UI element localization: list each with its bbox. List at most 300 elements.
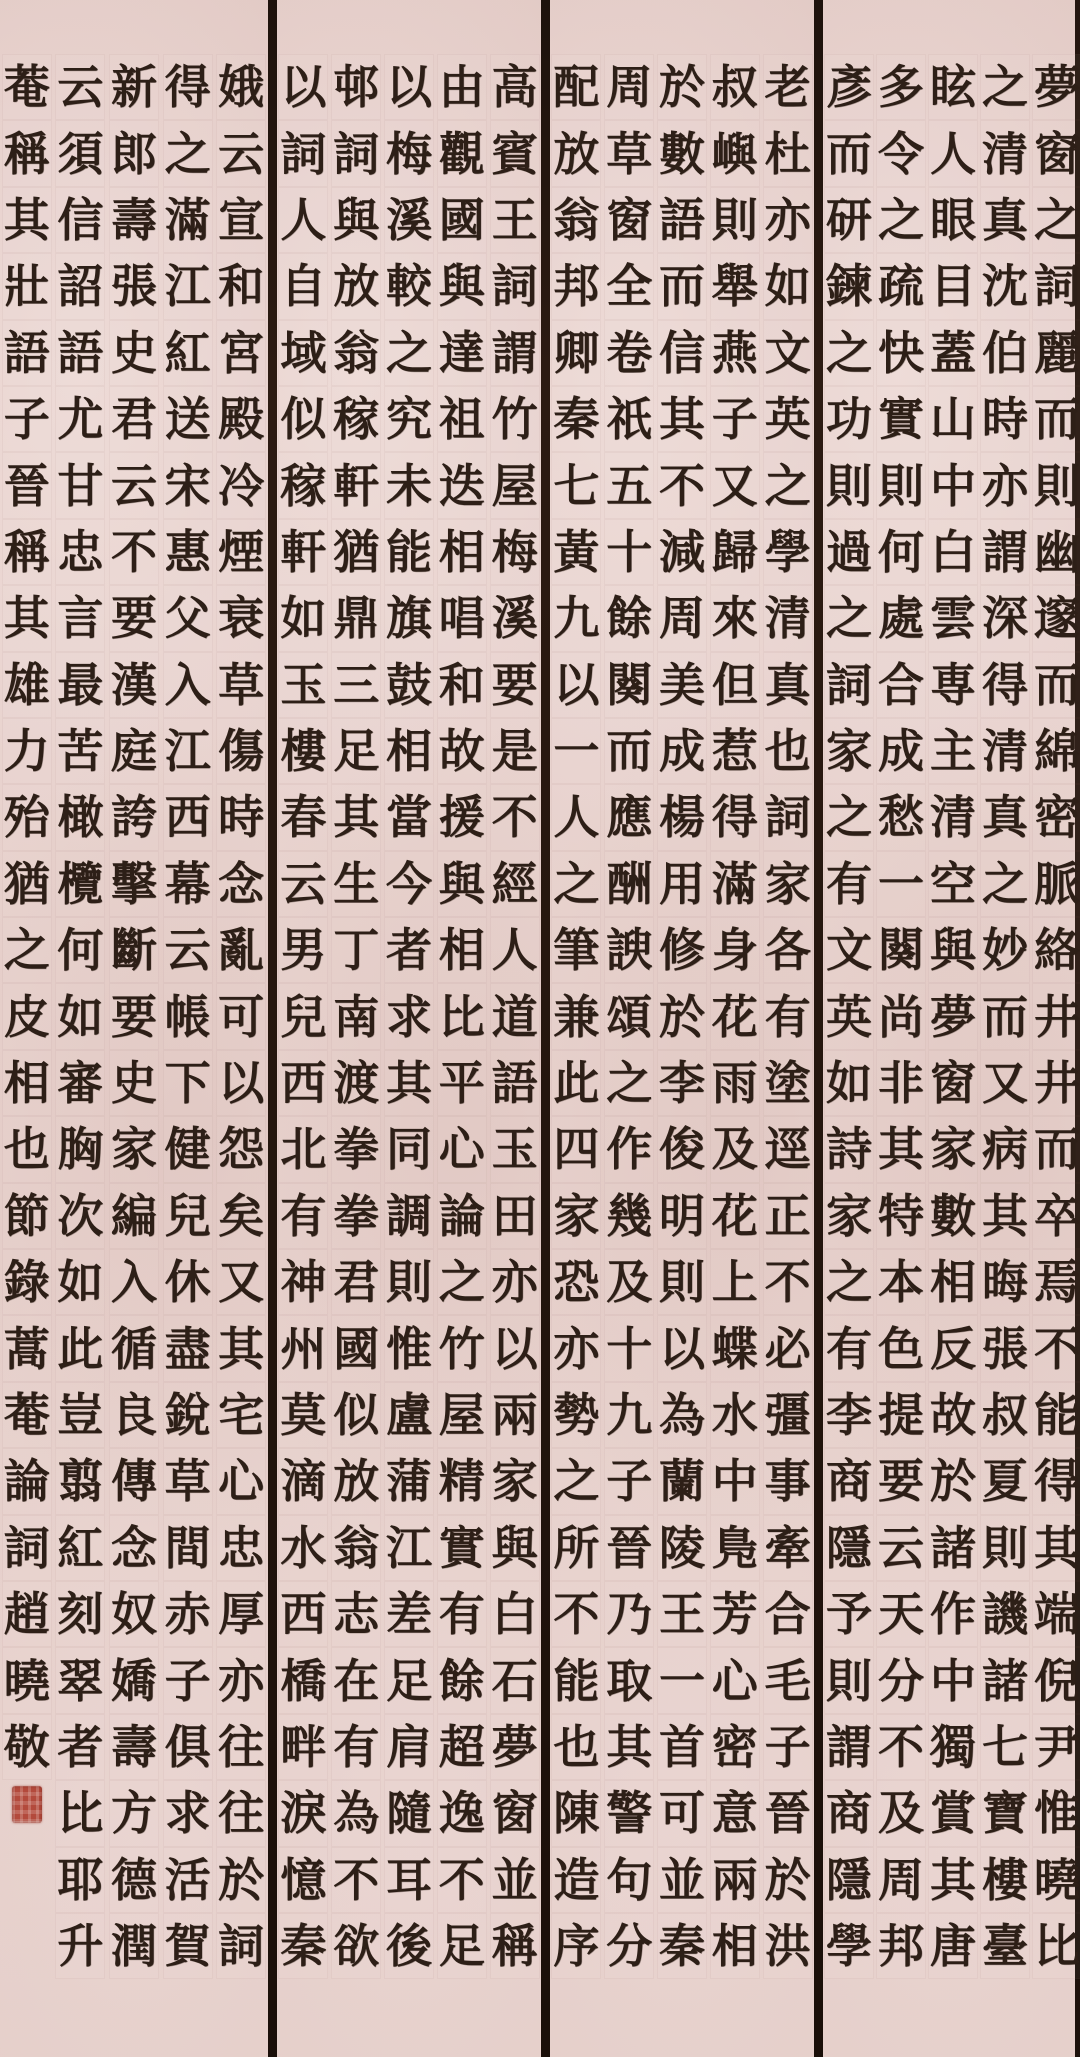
calligraphy-character: 史: [109, 1050, 159, 1116]
calligraphy-character: 橋: [278, 1647, 328, 1713]
calligraphy-character: 肩: [384, 1714, 434, 1780]
calligraphy-character: 山: [928, 386, 978, 452]
calligraphy-character: 妙: [980, 917, 1030, 983]
calligraphy-character: 曉: [1032, 1847, 1080, 1913]
calligraphy-character: 也: [2, 1116, 52, 1182]
calligraphy-character: 以: [216, 1050, 266, 1116]
calligraphy-character: 家: [109, 1116, 159, 1182]
calligraphy-character: 甘: [55, 452, 105, 518]
calligraphy-character: 要: [490, 652, 540, 718]
calligraphy-character: 紅: [55, 1515, 105, 1581]
calligraphy-character: 子: [163, 1647, 213, 1713]
calligraphy-character: 厚: [216, 1581, 266, 1647]
calligraphy-character: 草: [216, 652, 266, 718]
calligraphy-character: 明: [657, 1183, 707, 1249]
calligraphy-character: 翁: [331, 1515, 381, 1581]
calligraphy-character: 祇: [604, 386, 654, 452]
calligraphy-character: 事: [763, 1448, 813, 1514]
calligraphy-character: 夏: [980, 1448, 1030, 1514]
calligraphy-character: 七: [980, 1714, 1030, 1780]
calligraphy-character: 相: [384, 718, 434, 784]
calligraphy-character: 清: [928, 784, 978, 850]
calligraphy-character: 用: [657, 851, 707, 917]
calligraphy-character: 銳: [163, 1382, 213, 1448]
calligraphy-character: 詔: [55, 253, 105, 319]
calligraphy-character: 芳: [710, 1581, 760, 1647]
calligraphy-character: 雲: [928, 585, 978, 651]
calligraphy-character: 審: [55, 1050, 105, 1116]
panel-far-right-column-3: [927, 54, 979, 2057]
calligraphy-character: 郎: [109, 120, 159, 186]
calligraphy-character: 與: [437, 851, 487, 917]
calligraphy-character: 敬: [2, 1714, 52, 1780]
calligraphy-character: 最: [55, 652, 105, 718]
calligraphy-character: 蒲: [384, 1448, 434, 1514]
calligraphy-character: 得: [980, 652, 1030, 718]
calligraphy-character: 壯: [2, 253, 52, 319]
calligraphy-character: 家: [824, 1183, 874, 1249]
calligraphy-character: 放: [551, 120, 601, 186]
calligraphy-character: 綿: [1032, 718, 1080, 784]
calligraphy-character: 實: [437, 1515, 487, 1581]
calligraphy-character: 倪: [1032, 1647, 1080, 1713]
calligraphy-character: 但: [710, 652, 760, 718]
calligraphy-character: 誇: [109, 784, 159, 850]
calligraphy-character: 稼: [331, 386, 381, 452]
calligraphy-character: 正: [763, 1183, 813, 1249]
calligraphy-character: 江: [163, 718, 213, 784]
calligraphy-character: 一: [657, 1647, 707, 1713]
calligraphy-character: 可: [216, 983, 266, 1049]
calligraphy-character: 卿: [551, 320, 601, 386]
calligraphy-character: 耳: [384, 1847, 434, 1913]
calligraphy-character: 與: [331, 187, 381, 253]
calligraphy-character: 信: [657, 320, 707, 386]
calligraphy-character: 心: [437, 1116, 487, 1182]
calligraphy-character: 嶼: [710, 120, 760, 186]
calligraphy-character: 較: [384, 253, 434, 319]
calligraphy-character: 提: [876, 1382, 926, 1448]
calligraphy-character: 深: [980, 585, 1030, 651]
calligraphy-character: 隱: [824, 1515, 874, 1581]
calligraphy-character: 以: [278, 54, 328, 120]
calligraphy-character: 玉: [278, 652, 328, 718]
calligraphy-character: 不: [551, 1581, 601, 1647]
calligraphy-character: 如: [55, 983, 105, 1049]
calligraphy-character: 邃: [1032, 585, 1080, 651]
calligraphy-character: 皮: [2, 983, 52, 1049]
calligraphy-character: 數: [657, 120, 707, 186]
calligraphy-character: 與: [928, 917, 978, 983]
calligraphy-character: 其: [876, 1116, 926, 1182]
panel-mid-left-column-3: [383, 54, 435, 2057]
panel-mid-right-column-1: [762, 54, 814, 2057]
calligraphy-character: 下: [163, 1050, 213, 1116]
panel-far-right-column-4: [875, 54, 927, 2057]
calligraphy-character: 中: [710, 1448, 760, 1514]
calligraphy-character: 之: [604, 1050, 654, 1116]
calligraphy-character: 稱: [2, 519, 52, 585]
calligraphy-character: 史: [109, 320, 159, 386]
calligraphy-character: 神: [278, 1249, 328, 1315]
calligraphy-character: 勢: [551, 1382, 601, 1448]
calligraphy-character: 拳: [331, 1183, 381, 1249]
calligraphy-character: 滿: [710, 851, 760, 917]
calligraphy-character: 詞: [331, 120, 381, 186]
panel-far-right-column-5: [823, 54, 875, 2057]
calligraphy-character: 淚: [278, 1780, 328, 1846]
calligraphy-character: 憶: [278, 1847, 328, 1913]
calligraphy-character: 宋: [163, 452, 213, 518]
calligraphy-character: 之: [437, 1249, 487, 1315]
calligraphy-character: 唐: [928, 1913, 978, 1979]
calligraphy-character: 潤: [109, 1913, 159, 1979]
calligraphy-character: 造: [551, 1847, 601, 1913]
panel-mid-right-column-4: [603, 54, 655, 2057]
calligraphy-character: 屋: [490, 452, 540, 518]
calligraphy-character: 賓: [490, 120, 540, 186]
calligraphy-character: 相: [437, 519, 487, 585]
calligraphy-character: 邨: [331, 54, 381, 120]
calligraphy-character: 於: [657, 54, 707, 120]
calligraphy-character: 俊: [657, 1116, 707, 1182]
calligraphy-character: 過: [824, 519, 874, 585]
calligraphy-character: 張: [109, 253, 159, 319]
calligraphy-character: 李: [657, 1050, 707, 1116]
calligraphy-character: 牽: [763, 1515, 813, 1581]
calligraphy-character: 分: [876, 1647, 926, 1713]
calligraphy-character: 文: [824, 917, 874, 983]
calligraphy-character: 之: [824, 1249, 874, 1315]
calligraphy-character: 竹: [490, 386, 540, 452]
calligraphy-character: 卒: [1032, 1183, 1080, 1249]
calligraphy-character: 人: [928, 120, 978, 186]
calligraphy-character: 如: [278, 585, 328, 651]
calligraphy-character: 調: [384, 1183, 434, 1249]
calligraphy-character: 鍊: [824, 253, 874, 319]
calligraphy-character: 旗: [384, 585, 434, 651]
calligraphy-character: 心: [216, 1448, 266, 1514]
calligraphy-character: 比: [1032, 1913, 1080, 1979]
calligraphy-character: 有: [278, 1183, 328, 1249]
panel-separator: [268, 0, 277, 2057]
calligraphy-character: 自: [278, 253, 328, 319]
calligraphy-character: 道: [490, 983, 540, 1049]
calligraphy-character: 後: [384, 1913, 434, 1979]
calligraphy-character: 節: [2, 1183, 52, 1249]
calligraphy-character: 溪: [384, 187, 434, 253]
calligraphy-character: 隱: [824, 1847, 874, 1913]
calligraphy-character: 並: [657, 1847, 707, 1913]
calligraphy-character: 數: [928, 1183, 978, 1249]
calligraphy-character: 清: [980, 718, 1030, 784]
calligraphy-character: 子: [604, 1448, 654, 1514]
calligraphy-character: 翦: [55, 1448, 105, 1514]
calligraphy-character: 惹: [710, 718, 760, 784]
calligraphy-character: 人: [551, 784, 601, 850]
calligraphy-character: 之: [980, 851, 1030, 917]
calligraphy-character: 能: [384, 519, 434, 585]
calligraphy-character: 之: [824, 585, 874, 651]
panel-mid-right-column-5: [550, 54, 602, 2057]
calligraphy-character: 尹: [1032, 1714, 1080, 1780]
calligraphy-character: 五: [604, 452, 654, 518]
calligraphy-character: 超: [437, 1714, 487, 1780]
calligraphy-character: 者: [384, 917, 434, 983]
calligraphy-character: 人: [490, 917, 540, 983]
panel-far-left-column-5: [1, 54, 53, 2057]
calligraphy-character: 不: [437, 1847, 487, 1913]
calligraphy-character: 上: [710, 1249, 760, 1315]
calligraphy-character: 溪: [490, 585, 540, 651]
calligraphy-character: 雨: [710, 1050, 760, 1116]
calligraphy-character: 並: [490, 1847, 540, 1913]
calligraphy-character: 求: [163, 1780, 213, 1846]
calligraphy-character: 隨: [384, 1780, 434, 1846]
calligraphy-character: 密: [710, 1714, 760, 1780]
calligraphy-character: 於: [763, 1847, 813, 1913]
calligraphy-character: 滴: [278, 1448, 328, 1514]
calligraphy-character: 方: [109, 1780, 159, 1846]
calligraphy-character: 之: [551, 851, 601, 917]
calligraphy-character: 多: [876, 54, 926, 120]
calligraphy-character: 有: [824, 851, 874, 917]
calligraphy-character: 之: [824, 784, 874, 850]
panel-mid-right: [550, 0, 814, 2057]
calligraphy-character: 譏: [980, 1581, 1030, 1647]
calligraphy-character: 何: [876, 519, 926, 585]
calligraphy-character: 亦: [551, 1315, 601, 1381]
calligraphy-character: 傳: [109, 1448, 159, 1514]
calligraphy-character: 良: [109, 1382, 159, 1448]
calligraphy-character: 同: [384, 1116, 434, 1182]
calligraphy-character: 胸: [55, 1116, 105, 1182]
calligraphy-character: 不: [876, 1714, 926, 1780]
calligraphy-character: 云: [278, 851, 328, 917]
calligraphy-character: 與: [437, 253, 487, 319]
calligraphy-character: 時: [980, 386, 1030, 452]
calligraphy-character: 美: [657, 652, 707, 718]
calligraphy-character: 秦: [657, 1913, 707, 1979]
calligraphy-character: 江: [163, 253, 213, 319]
calligraphy-character: 有: [824, 1315, 874, 1381]
calligraphy-character: 警: [604, 1780, 654, 1846]
calligraphy-character: 北: [278, 1116, 328, 1182]
calligraphy-character: 與: [490, 1515, 540, 1581]
calligraphy-character: 病: [980, 1116, 1030, 1182]
artist-seal: [12, 1786, 42, 1823]
calligraphy-character: 其: [216, 1315, 266, 1381]
calligraphy-character: 漢: [109, 652, 159, 718]
calligraphy-character: 拳: [331, 1116, 381, 1182]
calligraphy-character: 陵: [657, 1515, 707, 1581]
calligraphy-character: 以: [551, 652, 601, 718]
panel-mid-right-column-3: [656, 54, 708, 2057]
calligraphy-character: 往: [216, 1780, 266, 1846]
calligraphy-character: 云: [163, 917, 213, 983]
panel-mid-left-column-5: [277, 54, 329, 2057]
calligraphy-character: 石: [490, 1647, 540, 1713]
calligraphy-character: 不: [1032, 1315, 1080, 1381]
calligraphy-character: 要: [876, 1448, 926, 1514]
calligraphy-character: 成: [657, 718, 707, 784]
calligraphy-character: 和: [437, 652, 487, 718]
calligraphy-character: 尤: [55, 386, 105, 452]
calligraphy-character: 忠: [216, 1515, 266, 1581]
calligraphy-character: 蘭: [657, 1448, 707, 1514]
calligraphy-character: 似: [278, 386, 328, 452]
calligraphy-character: 經: [490, 851, 540, 917]
calligraphy-character: 以: [490, 1315, 540, 1381]
panel-mid-right-column-2: [709, 54, 761, 2057]
calligraphy-character: 猶: [2, 851, 52, 917]
calligraphy-character: 亦: [216, 1647, 266, 1713]
calligraphy-character: 一: [876, 851, 926, 917]
panel-far-left-column-2: [162, 54, 214, 2057]
calligraphy-character: 身: [710, 917, 760, 983]
calligraphy-character: 學: [824, 1913, 874, 1979]
calligraphy-character: 研: [824, 187, 874, 253]
calligraphy-character: 則: [824, 452, 874, 518]
calligraphy-character: 語: [490, 1050, 540, 1116]
calligraphy-character: 文: [763, 320, 813, 386]
calligraphy-character: 眼: [928, 187, 978, 253]
calligraphy-character: 十: [604, 519, 654, 585]
calligraphy-character: 英: [763, 386, 813, 452]
calligraphy-character: 入: [109, 1249, 159, 1315]
calligraphy-character: 及: [876, 1780, 926, 1846]
calligraphy-character: 西: [278, 1581, 328, 1647]
calligraphy-character: 愁: [876, 784, 926, 850]
calligraphy-character: 時: [216, 784, 266, 850]
calligraphy-character: 首: [657, 1714, 707, 1780]
calligraphy-character: 叔: [710, 54, 760, 120]
calligraphy-character: 庭: [109, 718, 159, 784]
calligraphy-character: 怨: [216, 1116, 266, 1182]
calligraphy-character: 雄: [2, 652, 52, 718]
calligraphy-character: 子: [710, 386, 760, 452]
calligraphy-character: 謂: [824, 1714, 874, 1780]
calligraphy-character: 菴: [2, 1382, 52, 1448]
calligraphy-character: 其: [980, 1183, 1030, 1249]
calligraphy-character: 要: [109, 983, 159, 1049]
calligraphy-character: 為: [331, 1780, 381, 1846]
calligraphy-character: 翠: [55, 1647, 105, 1713]
calligraphy-character: 窗: [490, 1780, 540, 1846]
calligraphy-character: 苦: [55, 718, 105, 784]
panel-far-right-column-1: [1031, 54, 1080, 2057]
calligraphy-character: 語: [55, 320, 105, 386]
calligraphy-character: 邦: [551, 253, 601, 319]
calligraphy-character: 志: [331, 1581, 381, 1647]
calligraphy-character: 配: [551, 54, 601, 120]
calligraphy-character: 黃: [551, 519, 601, 585]
calligraphy-character: 真: [980, 187, 1030, 253]
calligraphy-character: 眩: [928, 54, 978, 120]
calligraphy-character: 橄: [55, 784, 105, 850]
calligraphy-character: 相: [437, 917, 487, 983]
calligraphy-character: 國: [331, 1315, 381, 1381]
calligraphy-character: 生: [331, 851, 381, 917]
calligraphy-character: 詩: [824, 1116, 874, 1182]
calligraphy-character: 餘: [604, 585, 654, 651]
calligraphy-character: 放: [331, 1448, 381, 1514]
calligraphy-character: 矣: [216, 1183, 266, 1249]
calligraphy-character: 迭: [437, 452, 487, 518]
calligraphy-character: 又: [980, 1050, 1030, 1116]
calligraphy-character: 須: [55, 120, 105, 186]
calligraphy-character: 之: [1032, 187, 1080, 253]
calligraphy-character: 所: [551, 1515, 601, 1581]
calligraphy-character: 何: [55, 917, 105, 983]
calligraphy-character: 州: [278, 1315, 328, 1381]
calligraphy-character: 端: [1032, 1581, 1080, 1647]
calligraphy-character: 翁: [551, 187, 601, 253]
calligraphy-character: 塗: [763, 1050, 813, 1116]
calligraphy-character: 之: [384, 320, 434, 386]
calligraphy-character: 也: [551, 1714, 601, 1780]
calligraphy-character: 相: [710, 1913, 760, 1979]
calligraphy-character: 修: [657, 917, 707, 983]
calligraphy-character: 乃: [604, 1581, 654, 1647]
calligraphy-character: 殿: [216, 386, 266, 452]
calligraphy-character: 焉: [1032, 1249, 1080, 1315]
calligraphy-character: 彥: [824, 54, 874, 120]
calligraphy-character: 德: [109, 1847, 159, 1913]
panel-separator: [541, 0, 550, 2057]
calligraphy-character: 玉: [490, 1116, 540, 1182]
calligraphy-character: 周: [604, 54, 654, 120]
calligraphy-character: 江: [384, 1515, 434, 1581]
calligraphy-character: 目: [928, 253, 978, 319]
calligraphy-character: 相: [2, 1050, 52, 1116]
calligraphy-character: 由: [437, 54, 487, 120]
calligraphy-character: 夢: [490, 1714, 540, 1780]
calligraphy-character: 語: [2, 320, 52, 386]
panel-mid-left-column-1: [489, 54, 541, 2057]
calligraphy-character: 於: [928, 1448, 978, 1514]
calligraphy-character: 耶: [55, 1847, 105, 1913]
calligraphy-character: 家: [551, 1183, 601, 1249]
calligraphy-character: 陳: [551, 1780, 601, 1846]
calligraphy-character: 觀: [437, 120, 487, 186]
calligraphy-character: 色: [876, 1315, 926, 1381]
calligraphy-character: 楊: [657, 784, 707, 850]
calligraphy-character: 有: [331, 1714, 381, 1780]
calligraphy-character: 之: [763, 452, 813, 518]
calligraphy-character: 宮: [216, 320, 266, 386]
panel-far-left-column-3: [108, 54, 160, 2057]
calligraphy-character: 則: [1032, 452, 1080, 518]
calligraphy-character: 成: [876, 718, 926, 784]
calligraphy-character: 往: [216, 1714, 266, 1780]
calligraphy-character: 升: [55, 1913, 105, 1979]
calligraphy-character: 是: [490, 718, 540, 784]
calligraphy-character: 其: [928, 1847, 978, 1913]
calligraphy-character: 幾: [604, 1183, 654, 1249]
calligraphy-character: 水: [710, 1382, 760, 1448]
calligraphy-character: 祖: [437, 386, 487, 452]
calligraphy-character: 幽: [1032, 519, 1080, 585]
calligraphy-character: 壽: [109, 1714, 159, 1780]
calligraphy-character: 編: [109, 1183, 159, 1249]
calligraphy-character: 心: [710, 1647, 760, 1713]
calligraphy-character: 斷: [109, 917, 159, 983]
calligraphy-character: 如: [55, 1249, 105, 1315]
calligraphy-character: 而: [1032, 652, 1080, 718]
calligraphy-character: 老: [763, 54, 813, 120]
calligraphy-character: 足: [384, 1647, 434, 1713]
